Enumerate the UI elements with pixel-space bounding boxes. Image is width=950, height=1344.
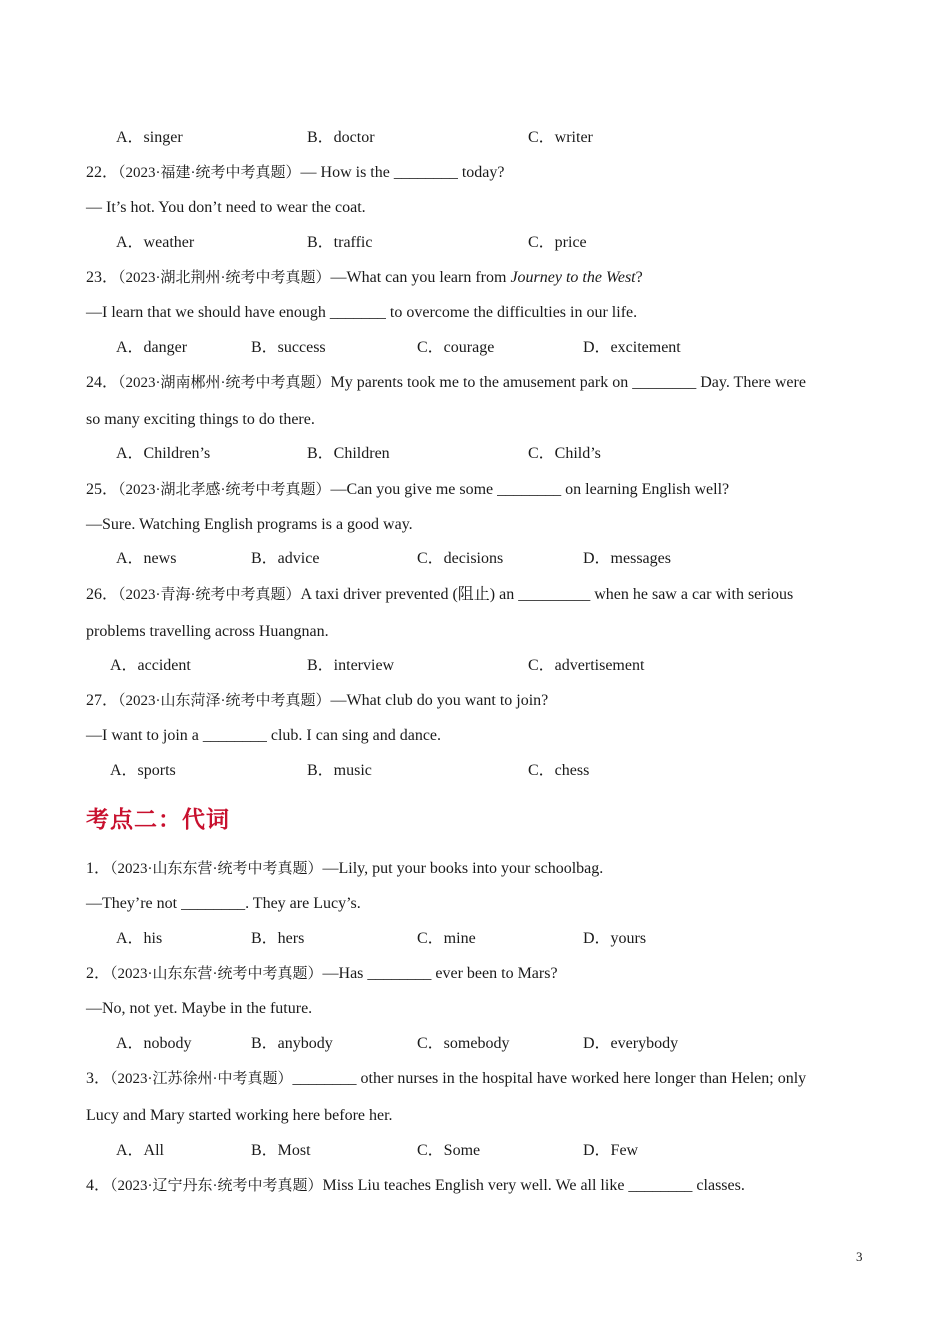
p3-source: （2023·江苏徐州·中考真题） (110, 1071, 293, 1087)
q23-option-b: B．success (251, 339, 326, 356)
p2-option-d: D．everybody (583, 1035, 679, 1052)
q24-stem-continued: so many exciting things to do there. (86, 411, 315, 428)
p1-stem-text: —Lily, put your books into your schoolbag. (322, 860, 604, 877)
p3-option-b: B．Most (251, 1142, 311, 1159)
p2-source: （2023·山东东营·统考中考真题） (110, 966, 323, 982)
q27-source: （2023·山东菏泽·统考中考真题） (118, 693, 331, 709)
q22-option-b: B．traffic (307, 234, 373, 251)
p4-stem-text: Miss Liu teaches English very well. We all like ________ classes. (322, 1177, 745, 1194)
q27-option-a: A．sports (110, 762, 176, 779)
q27-number: 27． (86, 692, 119, 709)
q27-option-c: C．chess (528, 762, 590, 779)
q25-stem (86, 480, 729, 500)
p3-stem-text: ________ other nurses in the hospital have worked here longer than Helen; only (292, 1070, 807, 1087)
q22-answer-line: — It’s hot. You don’t need to wear the coat. (86, 199, 366, 216)
q26-option-a: A．accident (110, 657, 191, 674)
p1-option-c: C．mine (417, 930, 476, 947)
p3-options (0, 1141, 950, 1161)
q27-options (0, 761, 950, 781)
q24-number: 24． (86, 374, 119, 391)
q23-option-d: D．excitement (583, 339, 681, 356)
q23-options (0, 338, 950, 358)
q22-options (0, 233, 950, 253)
q26-source: （2023·青海·统考中考真题） (118, 587, 301, 603)
p3-stem (86, 1069, 806, 1089)
q23-stem-b: ? (635, 269, 643, 286)
q26-stem-continued: problems travelling across Huangnan. (86, 623, 329, 640)
q22-stem-text: — How is the ________ today? (300, 164, 505, 181)
q24-source: （2023·湖南郴州·统考中考真题） (118, 375, 331, 391)
p2-answer-line: —No, not yet. Maybe in the future. (86, 1000, 313, 1017)
q23-stem-a: —What can you learn from (330, 269, 511, 286)
q27-answer-line: —I want to join a ________ club. I can sing and dance. (86, 727, 442, 744)
p1-option-d: D．yours (583, 930, 647, 947)
p2-stem-text: —Has ________ ever been to Mars? (322, 965, 558, 982)
q26-stem-text: A taxi driver prevented (阻止) an _________ when he saw a car with serious (300, 586, 794, 603)
q24-options (0, 444, 950, 464)
p1-stem (86, 859, 603, 879)
p3-number: 3． (86, 1070, 111, 1087)
p3-option-a: A．All (116, 1142, 165, 1159)
q21-option-c: C．writer (528, 129, 593, 146)
q26-number: 26． (86, 586, 119, 603)
q23-book-title: Journey to the West (510, 269, 636, 286)
q24-option-a: A．Children’s (116, 445, 211, 462)
p2-number: 2． (86, 965, 111, 982)
q25-option-b: B．advice (251, 550, 320, 567)
p2-stem (86, 964, 558, 984)
q22-source: （2023·福建·统考中考真题） (118, 165, 301, 181)
q23-option-c: C．courage (417, 339, 495, 356)
q26-option-c: C．advertisement (528, 657, 645, 674)
q27-stem (86, 691, 548, 711)
q24-option-b: B．Children (307, 445, 390, 462)
page-number: 3 (856, 1249, 863, 1264)
q25-answer-line: —Sure. Watching English programs is a good way. (86, 516, 413, 533)
p2-option-a: A．nobody (116, 1035, 192, 1052)
p2-option-b: B．anybody (251, 1035, 333, 1052)
p4-stem (86, 1176, 745, 1196)
p1-source: （2023·山东东营·统考中考真题） (110, 861, 323, 877)
p1-number: 1． (86, 860, 111, 877)
q21-option-a: A．singer (116, 129, 183, 146)
q22-number: 22． (86, 164, 119, 181)
q23-option-a: A．danger (116, 339, 188, 356)
q25-source: （2023·湖北孝感·统考中考真题） (118, 482, 331, 498)
p1-answer-line: —They’re not ________. They are Lucy’s. (86, 895, 361, 912)
q26-options (0, 656, 950, 676)
p4-source: （2023·辽宁丹东·统考中考真题） (110, 1178, 323, 1194)
q23-answer-line: —I learn that we should have enough _______ to overcome the difficulties in our life. (86, 304, 638, 321)
q22-option-c: C．price (528, 234, 587, 251)
p4-number: 4． (86, 1177, 111, 1194)
p1-option-b: B．hers (251, 930, 305, 947)
q26-option-b: B．interview (307, 657, 395, 674)
q21-option-b: B．doctor (307, 129, 375, 146)
p2-options (0, 1034, 950, 1054)
p3-option-c: C．Some (417, 1142, 481, 1159)
p2-option-c: C．somebody (417, 1035, 510, 1052)
q25-options (0, 549, 950, 569)
q25-number: 25． (86, 481, 119, 498)
q24-stem (86, 373, 806, 393)
p3-stem-continued: Lucy and Mary started working here before her. (86, 1107, 393, 1124)
q25-option-c: C．decisions (417, 550, 504, 567)
q26-stem (86, 585, 793, 605)
q25-option-d: D．messages (583, 550, 671, 567)
q27-stem-text: —What club do you want to join? (330, 692, 549, 709)
q22-option-a: A．weather (116, 234, 195, 251)
p3-option-d: D．Few (583, 1142, 639, 1159)
section-heading: 考点二：代词 (86, 807, 230, 833)
q27-option-b: B．music (307, 762, 372, 779)
q24-option-c: C．Child’s (528, 445, 601, 462)
q23-source: （2023·湖北荆州·统考中考真题） (118, 270, 331, 286)
q22-stem (86, 163, 505, 183)
q23-stem (86, 268, 643, 288)
q24-stem-text: My parents took me to the amusement park on ________ Day. There were (330, 374, 806, 391)
q21-options (0, 128, 950, 148)
q25-option-a: A．news (116, 550, 177, 567)
p1-options (0, 929, 950, 949)
q23-number: 23． (86, 269, 119, 286)
p1-option-a: A．his (116, 930, 163, 947)
q25-stem-text: —Can you give me some ________ on learning English well? (330, 481, 730, 498)
